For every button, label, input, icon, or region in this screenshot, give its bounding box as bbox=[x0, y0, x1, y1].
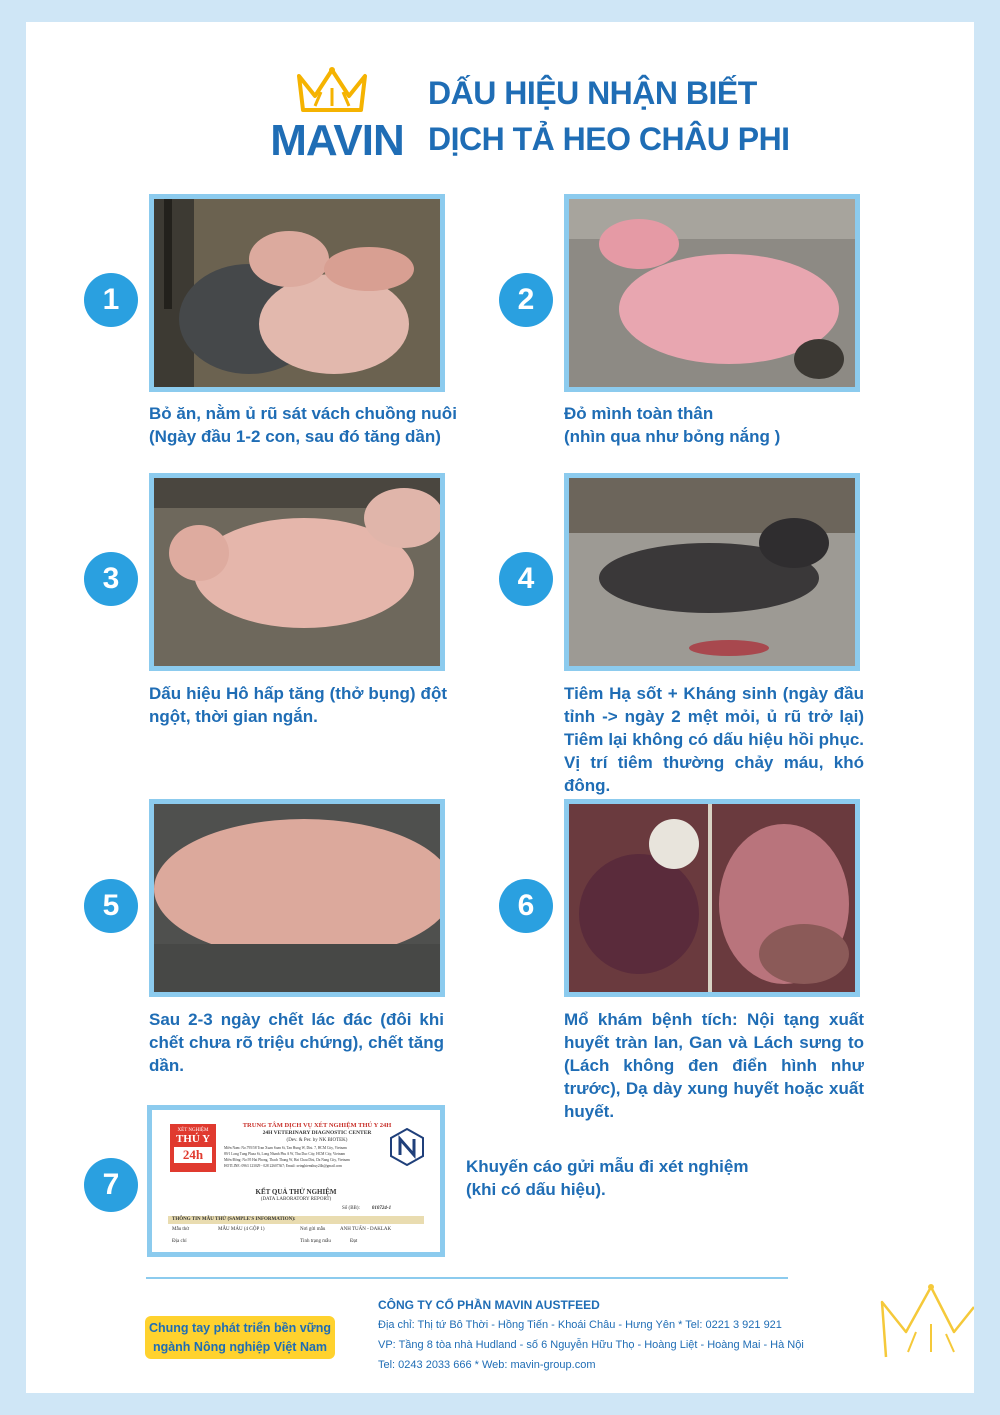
step-number-5: 5 bbox=[84, 879, 138, 933]
step-number-4: 4 bbox=[499, 552, 553, 606]
mavin-logo bbox=[267, 66, 407, 178]
lab-report-number bbox=[342, 1206, 391, 1211]
crown-decoration-icon bbox=[876, 1262, 974, 1362]
poster bbox=[26, 22, 974, 1393]
lab-sender-value: ANH TUẤN - DAKLAK bbox=[340, 1227, 392, 1232]
step-number-3: 3 bbox=[84, 552, 138, 606]
slogan-line-1: Chung tay phát triển bền vững bbox=[149, 1321, 331, 1335]
lab-badge-24h: 24h bbox=[174, 1147, 212, 1163]
lab-report-number-value: 010724-1 bbox=[371, 1206, 392, 1211]
step-7-caption-line-1: Khuyến cáo gửi mẫu đi xét nghiệm bbox=[466, 1157, 749, 1176]
lab-report-number-label: Số (BB): bbox=[342, 1206, 360, 1211]
step-number-1: 1 bbox=[84, 273, 138, 327]
step-4-photo bbox=[564, 473, 860, 671]
page-title-line-2: DỊCH TẢ HEO CHÂU PHI bbox=[428, 121, 790, 157]
step-5-photo bbox=[149, 799, 445, 997]
lab-badge-top: XÉT NGHIỆM bbox=[177, 1128, 209, 1133]
step-2-caption-line-2: (nhìn qua như bỏng nắng ) bbox=[564, 427, 781, 446]
lab-badge-main: THÚ Y bbox=[175, 1133, 211, 1145]
lab-sample-label: Mẫu thử bbox=[172, 1227, 190, 1232]
lab-condition-label: Tình trạng mẫu bbox=[300, 1239, 331, 1244]
lab-address-label: Địa chỉ bbox=[172, 1239, 187, 1244]
lab-center-name: TRUNG TÂM DỊCH VỤ XÉT NGHIỆM THÚ Y 24H bbox=[242, 1122, 392, 1129]
slogan-badge bbox=[145, 1316, 335, 1359]
lab-badge bbox=[170, 1124, 216, 1172]
crown-icon bbox=[297, 66, 367, 118]
company-office: VP: Tầng 8 tòa nhà Hudland - số 6 Nguyễn Hữu Thọ - Hoàng Liệt - Hoàng Mai - Hà Nội bbox=[378, 1339, 804, 1351]
footer-divider bbox=[146, 1277, 788, 1279]
lab-info-header: THÔNG TIN MẪU THỬ (SAMPLE'S INFORMATION): bbox=[168, 1216, 424, 1224]
lab-center-dev: (Dev. & Per. by NK BIOTEK) bbox=[286, 1138, 348, 1143]
lab-report-title: KẾT QUẢ THỬ NGHIỆM bbox=[255, 1188, 337, 1196]
company-contact: Tel: 0243 2033 666 * Web: mavin-group.com bbox=[378, 1359, 596, 1371]
lab-report-image bbox=[147, 1105, 445, 1257]
nk-biotek-logo-icon bbox=[390, 1128, 424, 1166]
page-title-line-1: DẤU HIỆU NHẬN BIẾT bbox=[428, 75, 757, 111]
step-4-caption: Tiêm Hạ sốt + Kháng sinh (ngày đầu tỉnh -> ngày 2 mệt mỏi, ủ rũ trở lại) Tiêm lại không có dấu hiệu hồi phục. Vị trí tiêm thường chảy máu, khó đông. bbox=[564, 684, 864, 795]
step-number-7: 7 bbox=[84, 1158, 138, 1212]
lab-center-en: 24H VETERINARY DIAGNOSTIC CENTER bbox=[262, 1130, 372, 1136]
step-1-caption-line-2: (Ngày đầu 1-2 con, sau đó tăng dần) bbox=[149, 427, 441, 446]
step-6-caption: Mổ khám bệnh tích: Nội tạng xuất huyết tràn lan, Gan và Lách sưng to (Lách không đen điển hình như trước), Dạ dày xung huyết hoặc xuất huyết. bbox=[564, 1010, 864, 1121]
step-7-caption-line-2: (khi có dấu hiệu). bbox=[466, 1180, 606, 1199]
step-1-caption-line-1: Bỏ ăn, nằm ủ rũ sát vách chuồng nuôi bbox=[149, 404, 457, 423]
step-7-caption bbox=[466, 1155, 786, 1201]
lab-sender-label: Nơi gửi mẫu bbox=[300, 1227, 326, 1232]
company-name: CÔNG TY CỔ PHẦN MAVIN AUSTFEED bbox=[378, 1298, 600, 1312]
slogan-line-2: ngành Nông nghiệp Việt Nam bbox=[152, 1340, 328, 1354]
step-number-6: 6 bbox=[499, 879, 553, 933]
step-number-2: 2 bbox=[499, 273, 553, 327]
step-6-photo bbox=[564, 799, 860, 997]
brand-name: MAVIN bbox=[270, 116, 404, 165]
lab-address-2: 89/1 Long Tung Plaza St, Long Nhanh Phu A W, Thu Duc City, HCM City, Vietnam bbox=[224, 1152, 346, 1156]
step-2-caption bbox=[564, 402, 874, 448]
step-1-photo bbox=[149, 194, 445, 392]
lab-condition-value: Đạt bbox=[350, 1239, 358, 1244]
lab-address-3: Miền Đông: No.95 Hai Phong, Thach Thang W, Hai Chau Dist, Da Nang City, Vietnam bbox=[224, 1158, 350, 1162]
lab-address-1: Miền Nam: No.795/58 Tran Xuan Soan St, Tan Hung W, Dist. 7, HCM City, Vietnam bbox=[224, 1146, 347, 1150]
step-5-caption: Sau 2-3 ngày chết lác đác (đôi khi chết chưa rõ triệu chứng), chết tăng dần. bbox=[149, 1010, 444, 1075]
lab-hotline: HOTLINE: 0963 123029 - 028 22607367; Email: xetnghiemthuy24h@gmail.com bbox=[224, 1164, 342, 1168]
company-address: Địa chỉ: Thị tứ Bô Thời - Hồng Tiến - Khoái Châu - Hưng Yên * Tel: 0221 3 921 921 bbox=[378, 1319, 782, 1331]
step-2-photo bbox=[564, 194, 860, 392]
lab-sample-value: MẪU MÁU (4 GỘP 1) bbox=[218, 1227, 265, 1232]
step-3-photo bbox=[149, 473, 445, 671]
step-2-caption-line-1: Đỏ mình toàn thân bbox=[564, 404, 714, 423]
lab-report-subtitle: (DATA LABORATORY REPORT) bbox=[260, 1197, 332, 1202]
step-1-caption bbox=[149, 402, 459, 448]
step-3-caption: Dấu hiệu Hô hấp tăng (thở bụng) đột ngột, thời gian ngắn. bbox=[149, 684, 447, 726]
